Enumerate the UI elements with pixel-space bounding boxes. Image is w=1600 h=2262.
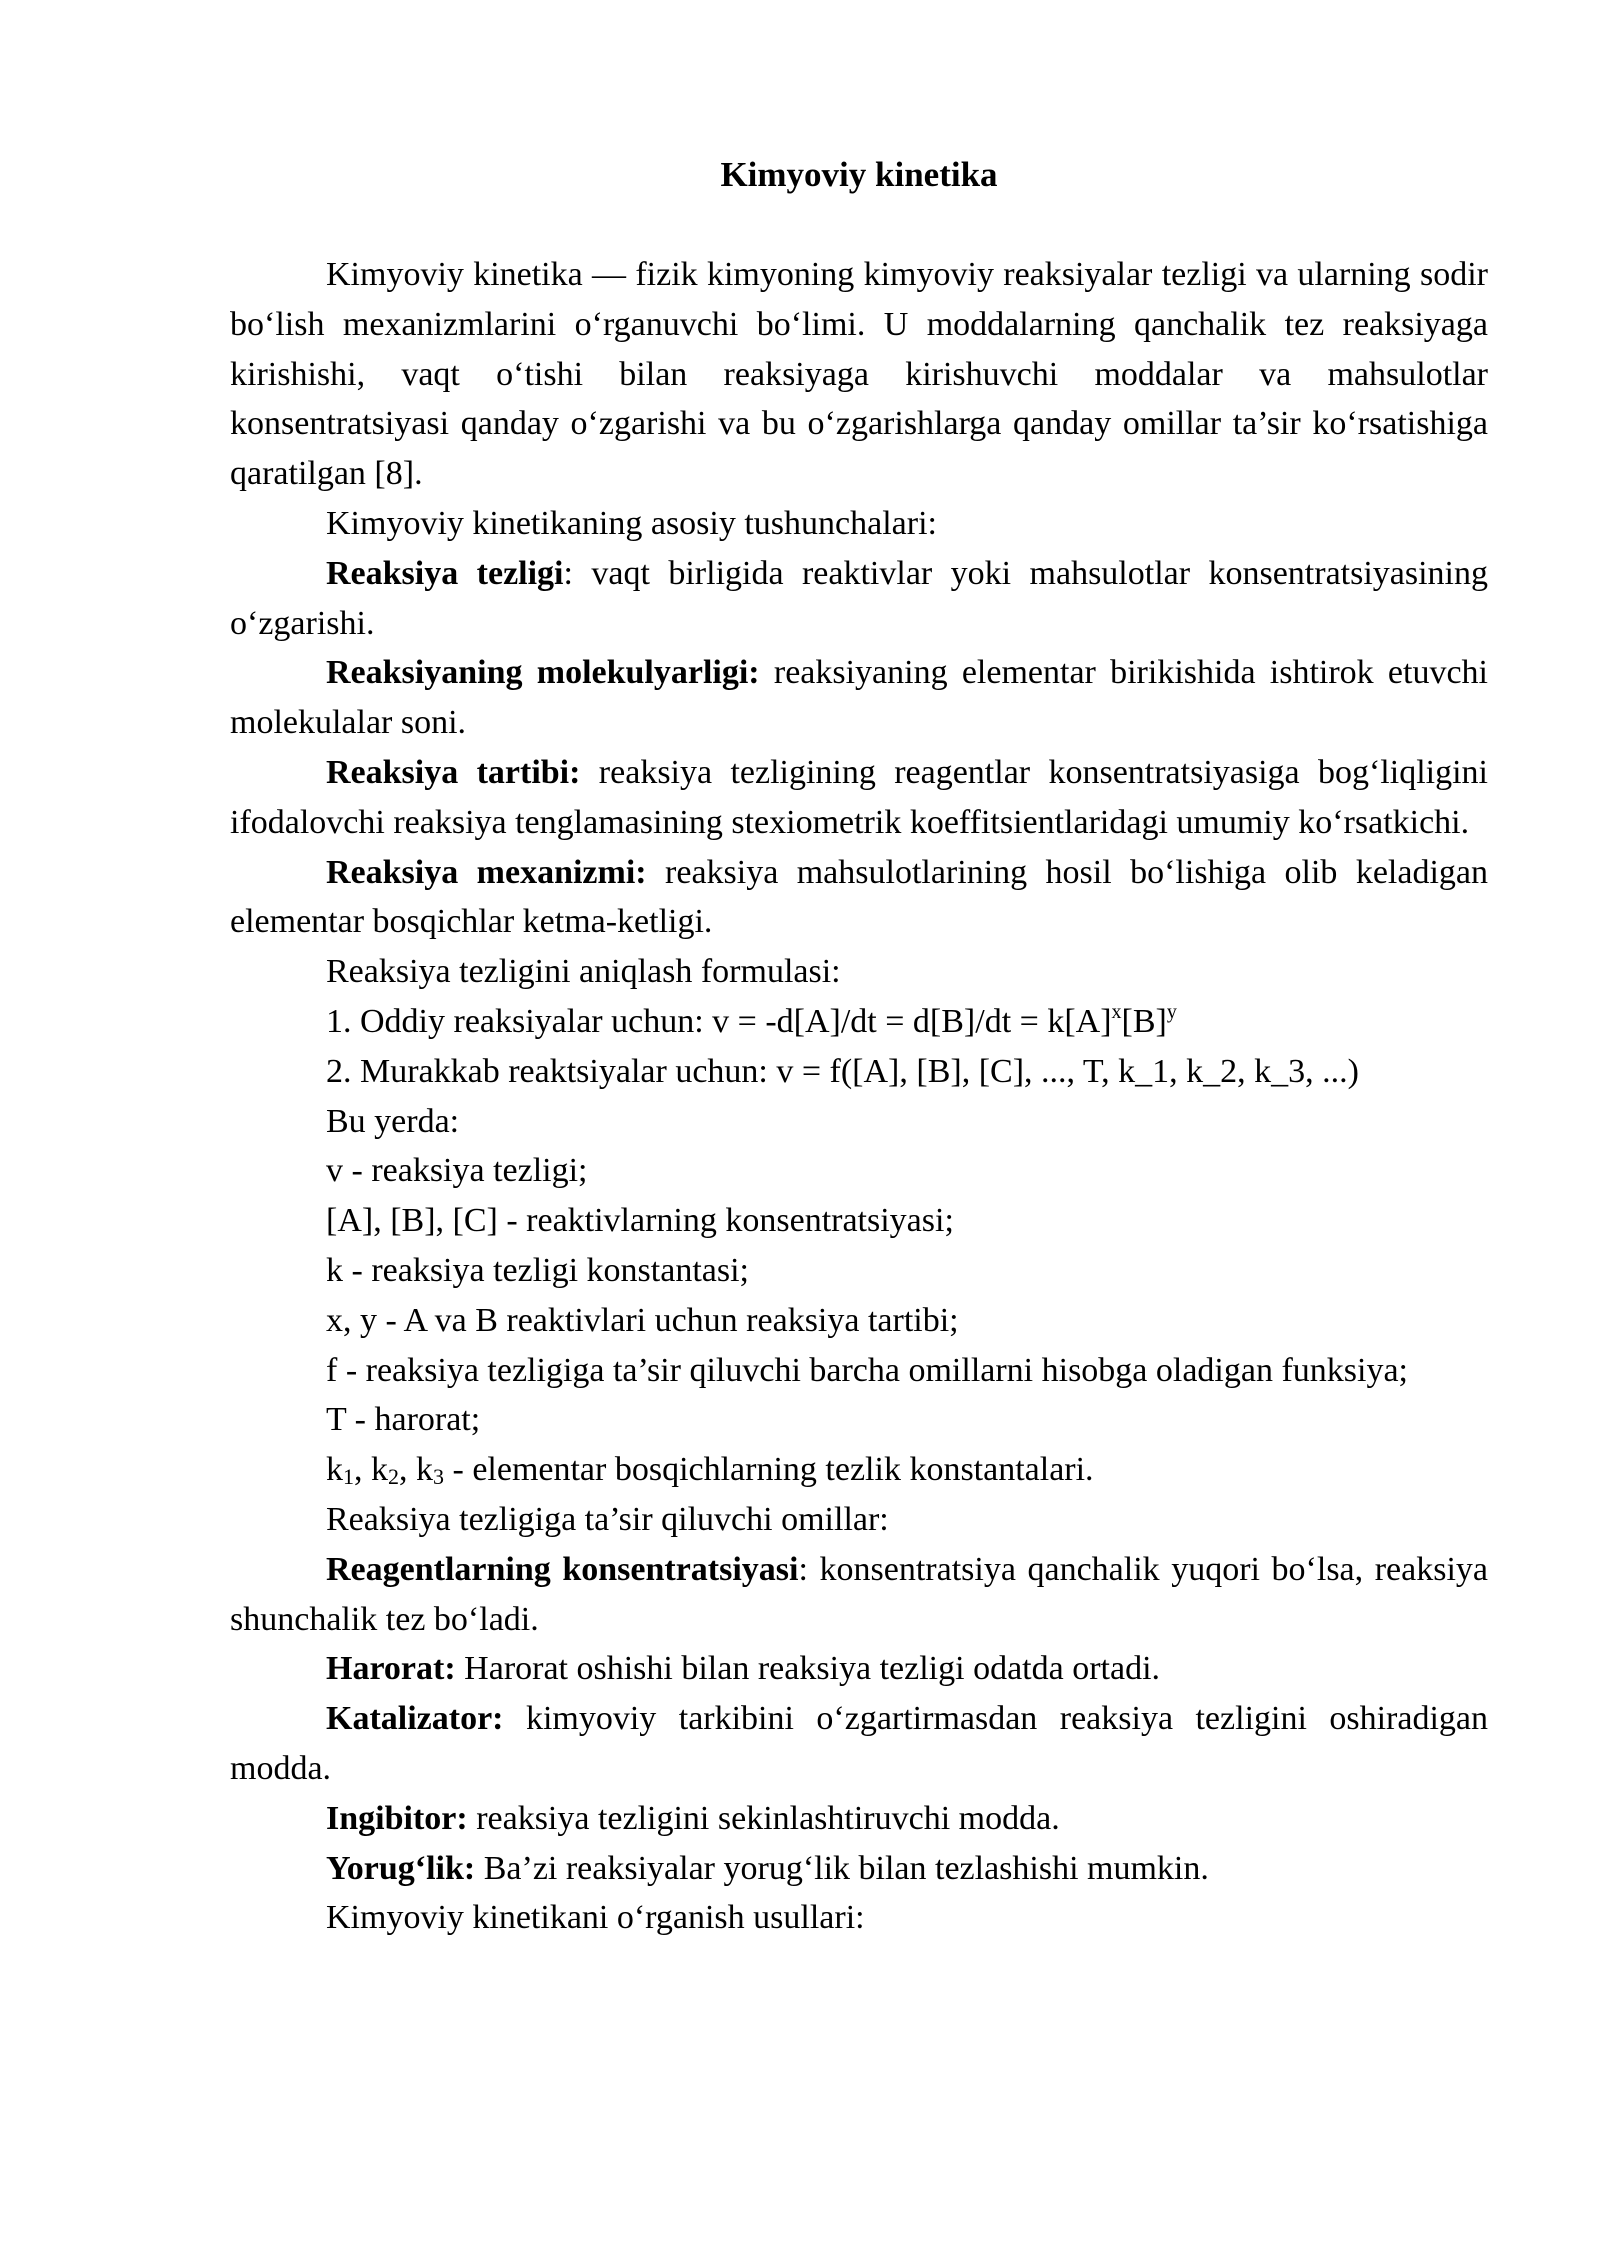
factor-paragraph	[230, 1794, 1488, 1844]
factor-definition: konsentratsiya qanchalik yuqori bo‘lsa, reaksiya shunchalik tez bo‘ladi.	[230, 1550, 1488, 1638]
k-symbol: k	[326, 1451, 343, 1489]
factor-term: Reagentlarning konsentratsiyasi	[326, 1550, 799, 1588]
subscript-2: 2	[388, 1464, 399, 1490]
legend-item: k - reaksiya tezligi konstantasi;	[326, 1251, 749, 1289]
k-separator: , k	[399, 1451, 433, 1489]
methods-heading: Kimyoviy kinetikani o‘rganish usullari:	[326, 1899, 865, 1937]
factor-definition: Harorat oshishi bilan reaksiya tezligi odatda ortadi.	[455, 1650, 1161, 1688]
formula-simple	[230, 997, 1488, 1047]
factor-paragraph	[230, 1545, 1488, 1645]
concept-paragraph	[230, 748, 1488, 848]
legend-item: v - reaksiya tezligi;	[326, 1152, 588, 1190]
exponent-y: y	[1166, 1000, 1177, 1023]
legend-item-constants	[230, 1445, 1488, 1495]
document-title: Kimyoviy kinetika	[720, 155, 998, 194]
factor-separator: :	[798, 1550, 808, 1588]
concept-paragraph	[230, 648, 1488, 748]
k-description: - elementar bosqichlarning tezlik konstantalari.	[444, 1451, 1094, 1489]
subscript-3: 3	[433, 1464, 444, 1490]
factor-definition: kimyoviy tarkibini o‘zgartirmasdan reaksiya tezligini oshiradigan modda.	[230, 1700, 1488, 1787]
concept-separator: :	[563, 554, 573, 592]
concept-paragraph	[230, 549, 1488, 649]
legend-item: T - harorat;	[326, 1401, 481, 1439]
document-body	[230, 250, 1488, 1943]
factor-paragraph	[230, 1844, 1488, 1894]
factor-term: Harorat:	[326, 1650, 456, 1688]
factor-definition: Ba’zi reaksiyalar yorug‘lik bilan tezlashishi mumkin.	[475, 1849, 1209, 1887]
concept-definition: vaqt birligida reaktivlar yoki mahsulotlar konsentratsiyasining o‘zgarishi.	[230, 554, 1489, 642]
concept-definition: reaksiya tezligining reagentlar konsentratsiyasiga bog‘liqligini ifodalovchi reaksiya tenglamasining stexiometrik koeffitsientlaridagi umumiy ko‘rsatkichi.	[230, 753, 1488, 841]
legend-heading: Bu yerda:	[326, 1102, 460, 1140]
concept-term: Reaksiyaning molekulyarligi:	[326, 654, 760, 692]
concept-definition: reaksiyaning elementar birikishida ishtirok etuvchi molekulalar soni.	[230, 654, 1489, 742]
factor-definition: reaksiya tezligini sekinlashtiruvchi modda.	[467, 1799, 1060, 1837]
factor-paragraph	[230, 1694, 1488, 1794]
formula-heading: Reaksiya tezligini aniqlash formulasi:	[326, 953, 841, 991]
concept-term: Reaksiya tezligi	[326, 554, 564, 592]
factor-paragraph	[230, 1644, 1488, 1694]
factor-term: Yorug‘lik:	[326, 1849, 476, 1887]
legend-item: x, y - A va B reaktivlari uchun reaksiya tartibi;	[326, 1301, 959, 1339]
legend-item: [A], [B], [C] - reaktivlarning konsentratsiyasi;	[326, 1202, 954, 1240]
concept-term: Reaksiya tartibi:	[326, 753, 581, 791]
formula-simple-b: [B]	[1121, 1002, 1167, 1040]
exponent-x: x	[1111, 1000, 1122, 1023]
subscript-1: 1	[343, 1464, 354, 1490]
formula-complex: 2. Murakkab reaktsiyalar uchun: v = f([A], [B], [C], ..., T, k_1, k_2, k_3, ...)	[326, 1052, 1359, 1090]
intro-paragraph: Kimyoviy kinetika — fizik kimyoning kimyoviy reaksiyalar tezligi va ularning sodir bo‘lish mexanizmlarini o‘rganuvchi bo‘limi. U moddalarning qanchalik tez reaksiyaga kirishishi, vaqt o‘tishi bilan reaksiyaga kirishuvchi moddalar va mahsulotlar konsentratsiyasi qanday o‘zgarishi va bu o‘zgarishlarga qanday omillar ta’sir ko‘rsatishiga qaratilgan [8].	[230, 256, 1488, 493]
formula-simple-text: 1. Oddiy reaksiyalar uchun: v = -d[A]/dt = d[B]/dt = k[A]	[326, 1002, 1112, 1040]
concept-term: Reaksiya mexanizmi:	[326, 853, 647, 891]
factor-term: Ingibitor:	[326, 1799, 468, 1837]
factors-heading: Reaksiya tezligiga ta’sir qiluvchi omillar:	[326, 1500, 889, 1538]
concept-paragraph	[230, 848, 1488, 948]
legend-item: f - reaksiya tezligiga ta’sir qiluvchi barcha omillarni hisobga oladigan funksiya;	[326, 1351, 1409, 1389]
factor-term: Katalizator:	[326, 1700, 504, 1738]
concepts-heading: Kimyoviy kinetikaning asosiy tushunchalari:	[326, 504, 937, 542]
concept-definition: reaksiya mahsulotlarining hosil bo‘lishiga olib keladigan elementar bosqichlar ketma-ketligi.	[230, 853, 1488, 941]
k-separator: , k	[354, 1451, 388, 1489]
